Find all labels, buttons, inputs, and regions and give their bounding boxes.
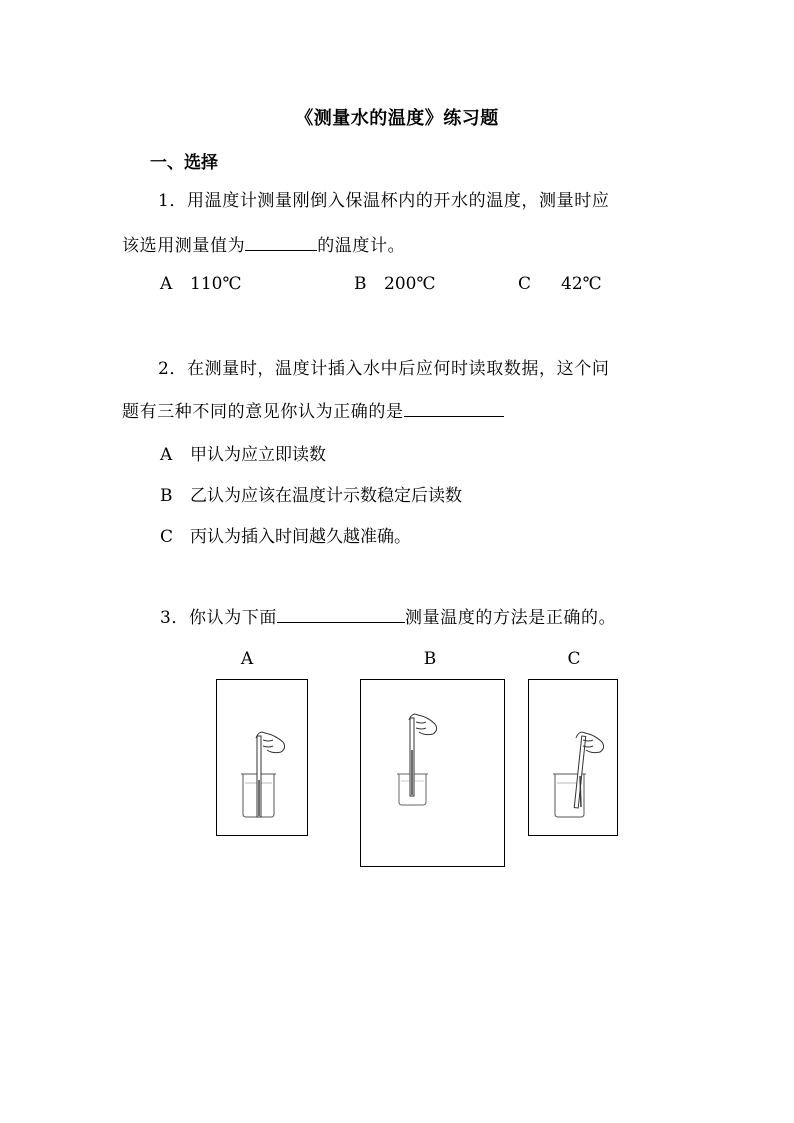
question-1-text-after-blank: 的温度计。 [317,236,406,256]
question-1-line-1: 1．用温度计测量刚倒入保温杯内的开水的温度，测量时应 [158,191,610,211]
question-2-text-before-blank: 题有三种不同的意见你认为正确的是 [122,402,404,422]
figure-c-option[interactable] [528,679,618,836]
option-label: C [160,527,174,547]
figure-b-label: B [423,649,437,669]
question-1-option-b[interactable] [354,274,435,294]
option-label: A [160,445,173,465]
option-label: C [518,274,532,294]
figure-b-option[interactable] [360,679,505,867]
option-text: 200℃ [384,274,436,294]
thermometer-suspended-icon [361,680,504,866]
question-3-line [160,604,616,630]
question-2-line-2 [122,398,504,424]
figure-a-label: A [240,649,254,669]
question-2-option-a[interactable] [160,440,326,465]
question-3-text-before-blank: 3．你认为下面 [160,608,278,628]
question-2-line-1: 2．在测量时，温度计插入水中后应何时读取数据，这个问 [158,359,610,379]
figure-c-label: C [567,649,581,669]
thermometer-touching-wall-icon [529,680,617,835]
option-text: 乙认为应该在温度计示数稳定后读数 [190,486,462,506]
question-3-answer-blank[interactable] [277,604,405,623]
question-2-answer-blank[interactable] [404,398,504,417]
option-label: B [160,486,173,506]
question-3-text-after-blank: 测量温度的方法是正确的。 [405,608,617,628]
page-title: 《测量水的温度》练习题 [295,108,499,129]
option-label: B [354,274,367,294]
option-text: 甲认为应立即读数 [190,445,326,465]
question-1-answer-blank[interactable] [245,232,317,251]
option-text: 110℃ [190,274,242,294]
question-2-option-c[interactable] [160,522,411,547]
question-1-option-a[interactable] [160,274,241,294]
question-1-line-2 [122,232,405,258]
option-text: 丙认为插入时间越久越准确。 [190,527,411,547]
figure-a-option[interactable] [216,679,308,836]
thermometer-touching-bottom-icon [217,680,307,835]
question-2-option-b[interactable] [160,481,462,506]
option-text: 42℃ [561,274,602,294]
question-1-text-before-blank: 该选用测量值为 [122,236,246,256]
section-heading: 一、选择 [150,153,218,173]
question-1-option-c[interactable] [518,274,602,294]
option-label: A [160,274,173,294]
